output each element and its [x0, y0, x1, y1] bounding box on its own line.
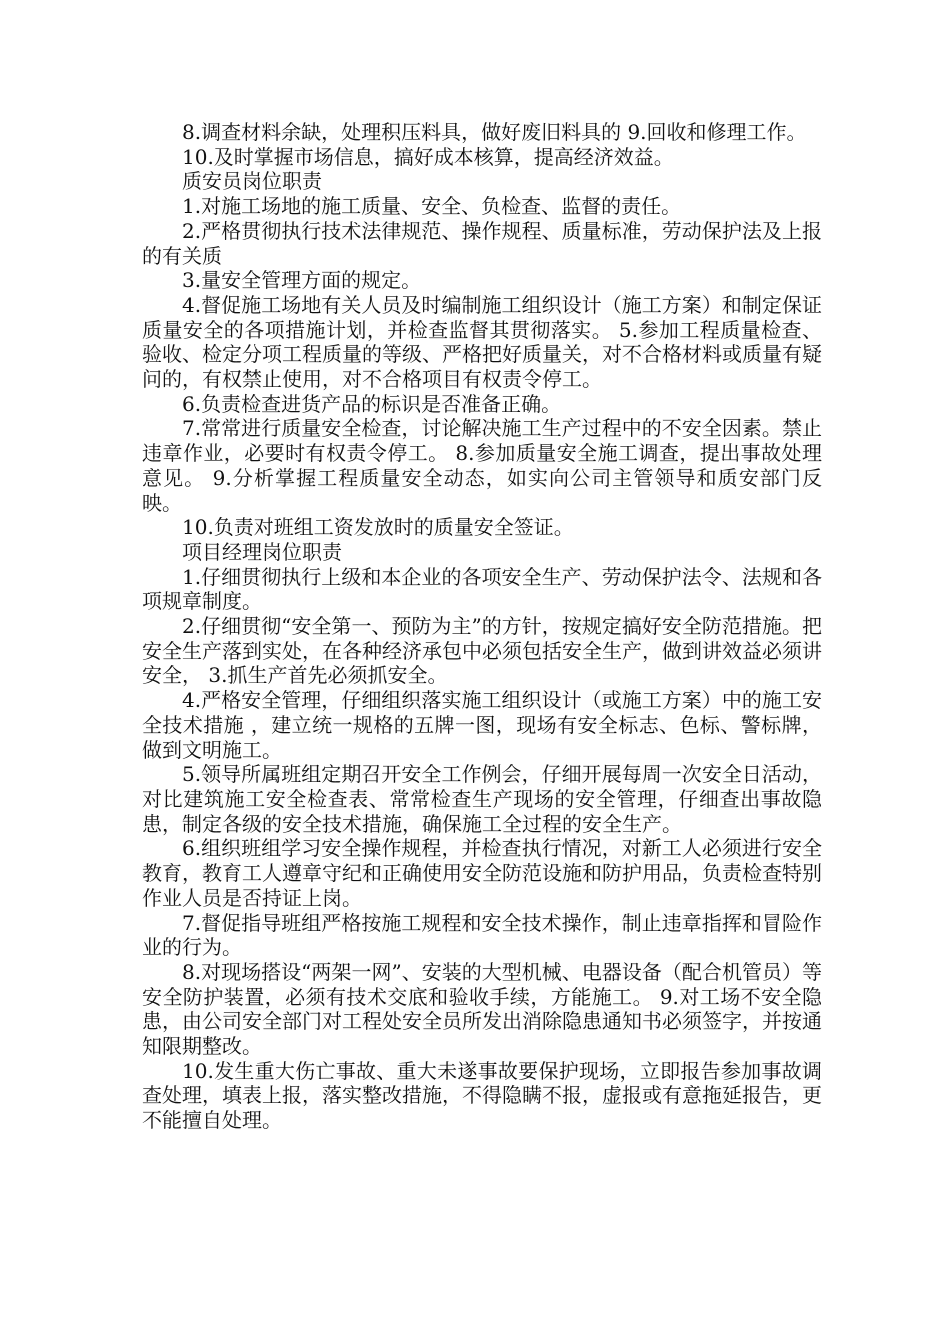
- paragraph: 6.组织班组学习安全操作规程，并检查执行情况，对新工人必须进行安全教育，教育工人遵章守纪和正确使用安全防范设施和防护用品，负责检查特别作业人员是否持证上岗。: [142, 836, 822, 910]
- paragraph: 7.督促指导班组严格按施工规程和安全技术操作，制止违章指挥和冒险作业的行为。: [142, 910, 822, 960]
- paragraph: 3.量安全管理方面的规定。: [182, 268, 422, 293]
- paragraph: 8.调查材料余缺，处理积压料具，做好废旧料具的 9.回收和修理工作。: [182, 120, 807, 144]
- paragraph: 5.领导所属班组定期召开安全工作例会，仔细开展每周一次安全日活动，对比建筑施工安全检查表、常常检查生产现场的安全管理，仔细查出事故隐患，制定各级的安全技术措施，确保施工全过程的安全生产。: [142, 762, 822, 836]
- paragraph: 7.常常进行质量安全检查，讨论解决施工生产过程中的不安全因素。禁止违章作业，必要时有权责令停工。 8.参加质量安全施工调查，提出事故处理意见。 9.分析掌握工程质量安全动态，如实向公司主管领导和质安部门反映。: [142, 416, 822, 515]
- section-heading-project-manager: 项目经理岗位职责: [182, 539, 342, 564]
- paragraph: 1.对施工场地的施工质量、安全、负检查、监督的责任。: [182, 194, 682, 219]
- paragraph: 2.仔细贯彻“安全第一、预防为主”的方针，按规定搞好安全防范措施。把安全生产落到实处，在各种经济承包中必须包括安全生产，做到讲效益必须讲安全， 3.抓生产首先必须抓安全。: [142, 614, 822, 688]
- paragraph: 8.对现场搭设“两架一网”、安装的大型机械、电器设备（配合机管员）等安全防护装置，必须有技术交底和验收手续，方能施工。 9.对工场不安全隐患，由公司安全部门对工程处安全员所发出消除隐患通知书必须签字，并按通知限期整改。: [142, 959, 822, 1059]
- paragraph: 10.发生重大伤亡事故、重大未遂事故要保护现场，立即报告参加事故调查处理，填表上报，落实整改措施，不得隐瞒不报，虚报或有意拖延报告，更不能擅自处理。: [142, 1058, 822, 1133]
- paragraph: 4.严格安全管理，仔细组织落实施工组织设计（或施工方案）中的施工安全技术措施 ，建立统一规格的五牌一图，现场有安全标志、色标、警标牌，做到文明施工。: [142, 688, 822, 762]
- section-heading-quality-safety: 质安员岗位职责: [182, 169, 322, 194]
- paragraph: 10.负责对班组工资发放时的质量安全签证。: [182, 515, 574, 540]
- document-body: [142, 120, 822, 1133]
- paragraph: 6.负责检查进货产品的标识是否准备正确。: [182, 391, 562, 416]
- paragraph: 2.严格贯彻执行技术法律规范、操作规程、质量标准，劳动保护法及上报的有关质: [142, 218, 822, 268]
- paragraph: 4.督促施工场地有关人员及时编制施工组织设计（施工方案）和制定保证质量安全的各项措施计划，并检查监督其贯彻落实。 5.参加工程质量检查、验收、检定分项工程质量的等级、严格把好质量关，对不合格材料或质量有疑问的，有权禁止使用，对不合格项目有权责令停工。: [142, 292, 822, 392]
- paragraph: 1.仔细贯彻执行上级和本企业的各项安全生产、劳动保护法令、法规和各项规章制度。: [142, 564, 822, 614]
- paragraph: 10.及时掌握市场信息，搞好成本核算，提高经济效益。: [182, 144, 674, 169]
